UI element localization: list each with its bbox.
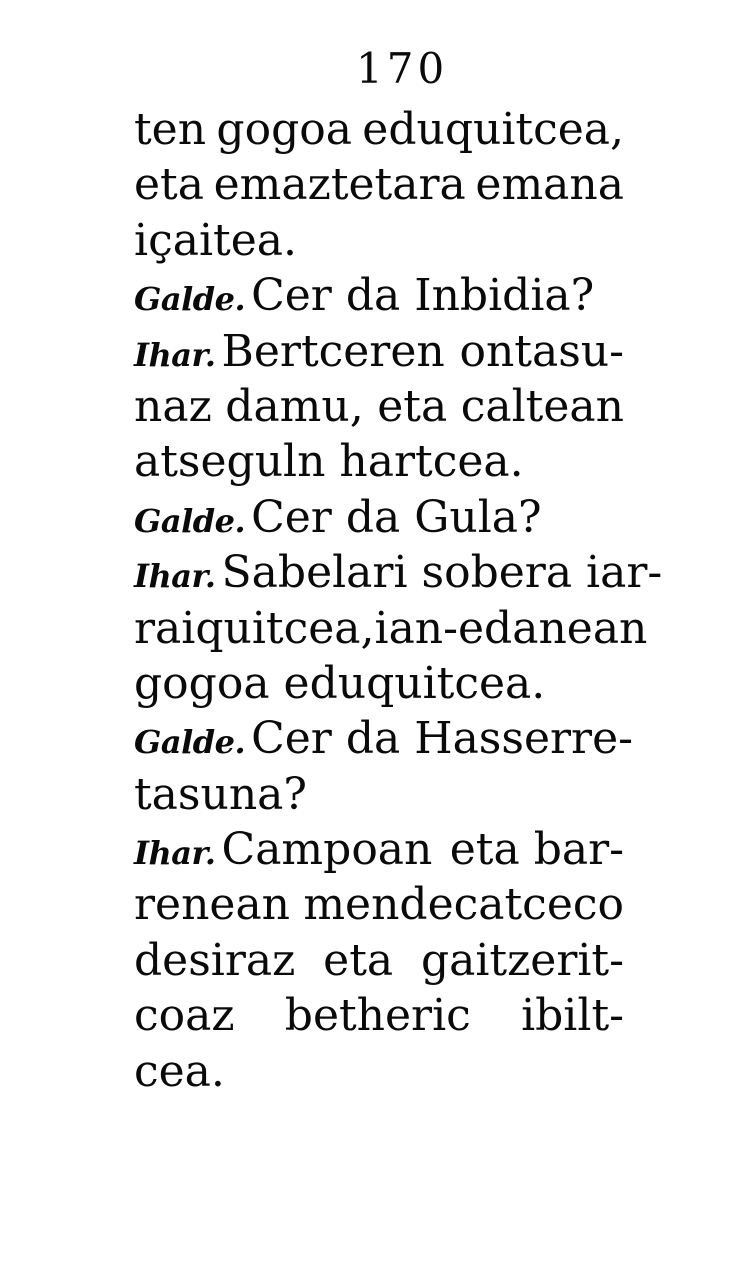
text-segment: Bertceren: [221, 325, 445, 377]
speaker-group: [134, 822, 432, 881]
text-line: [134, 324, 624, 379]
text-segment: gogoa: [216, 104, 352, 155]
text-line: [134, 545, 663, 600]
page-text: [134, 102, 663, 1099]
text-line: [134, 102, 624, 157]
text-segment: eta: [134, 159, 204, 211]
text-segment: Sabelari sobera iar-: [221, 547, 663, 599]
text-segment: cea.: [134, 1045, 225, 1097]
text-segment: coaz: [134, 990, 235, 1042]
speaker-label: Ihar.: [134, 335, 216, 374]
text-segment: ontasu-: [459, 325, 624, 377]
text-segment: eta bar-: [449, 824, 624, 876]
speaker-label: Ihar.: [134, 834, 216, 873]
text-line: [134, 988, 624, 1043]
speaker-group: [134, 324, 445, 383]
text-line: [134, 1044, 624, 1099]
text-segment: tasuna?: [134, 768, 307, 820]
text-line: [134, 711, 633, 766]
text-line: [134, 656, 624, 711]
text-line: [134, 933, 624, 988]
text-segment: eta: [323, 934, 394, 986]
speaker-label: Galde.: [134, 723, 246, 762]
text-segment: atseguln hartcea.: [134, 436, 524, 488]
text-line: [134, 767, 624, 822]
text-line: [134, 268, 624, 323]
text-segment: emaztetara: [213, 159, 466, 211]
text-segment: raiquitcea,ian-edanean: [134, 602, 648, 654]
text-segment: betheric: [284, 990, 471, 1042]
text-line: [134, 434, 624, 489]
text-segment: gogoa eduquitcea.: [134, 657, 546, 709]
text-segment: desiraz: [134, 934, 296, 986]
speaker-label: Galde.: [134, 501, 246, 540]
text-line: [134, 601, 648, 656]
text-segment: Cer da Inbidia?: [251, 270, 595, 322]
text-segment: Cer da Hasserre-: [251, 713, 633, 765]
text-line: [134, 213, 624, 268]
text-line: [134, 490, 624, 545]
text-segment: eta: [377, 380, 448, 432]
text-segment: gaitzerit-: [420, 934, 624, 986]
text-segment: ibilt-: [521, 990, 624, 1042]
text-segment: Cer da Gula?: [251, 491, 542, 543]
speaker-label: Ihar.: [134, 557, 216, 596]
text-segment: eduquitcea,: [362, 104, 624, 155]
text-line: [134, 157, 624, 212]
text-segment: caltean: [460, 380, 624, 432]
text-segment: mendecatceco: [303, 879, 624, 931]
text-segment: ten: [134, 104, 207, 155]
text-segment: damu,: [225, 380, 364, 432]
text-segment: naz: [134, 380, 212, 432]
page-number: 170: [356, 44, 449, 93]
text-line: [134, 379, 624, 434]
text-line: [134, 822, 624, 877]
text-segment: içaitea.: [134, 214, 297, 266]
text-segment: renean: [134, 879, 291, 931]
text-line: [134, 877, 624, 932]
text-segment: Campoan: [221, 824, 433, 876]
speaker-label: Galde.: [134, 280, 246, 319]
text-segment: emana: [475, 159, 624, 211]
